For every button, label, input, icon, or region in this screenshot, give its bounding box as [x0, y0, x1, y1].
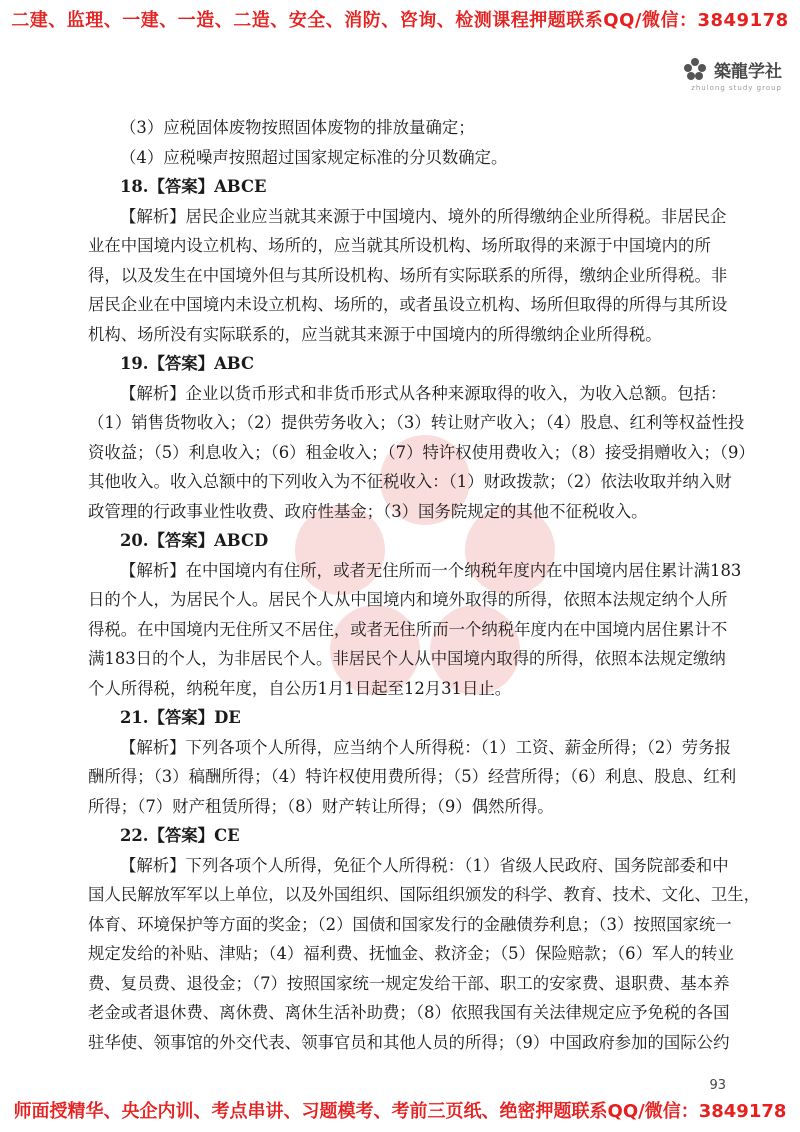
text-line: 政管理的行政事业性收费、政府性基金；（3）国务院规定的其他不征税收入。	[88, 501, 648, 521]
flower-logo-icon	[680, 56, 710, 82]
text-line: 所得；（7）财产租赁所得；（8）财产转让所得；（9）偶然所得。	[88, 796, 554, 816]
publisher-logo	[680, 56, 782, 82]
text-line: 【解析】下列各项个人所得，应当纳个人所得税：（1）工资、薪金所得；（2）劳务报	[120, 737, 731, 757]
answer-heading: 18.【答案】ABCE	[120, 177, 267, 196]
text-line: 【解析】下列各项个人所得，免征个人所得税：（1）省级人民政府、国务院部委和中	[120, 855, 729, 875]
text-line: 得，以及发生在中国境外但与其所设机构、场所有实际联系的所得，缴纳企业所得税。非	[88, 265, 728, 285]
text-line: 【解析】企业以货币形式和非货币形式从各种来源取得的收入，为收入总额。包括：	[120, 383, 727, 403]
top-ad-banner: 二建、监理、一建、一造、二造、安全、消防、咨询、检测课程押题联系QQ/微信：3849178	[11, 10, 789, 31]
text-line: 老金或者退休费、离休费、离休生活补助费；（8）依照我国有关法律规定应予免税的各国	[88, 1003, 730, 1022]
text-line: 其他收入。收入总额中的下列收入为不征税收入：（1）财政拨款；（2）依法收取并纳入财	[88, 472, 732, 491]
text-line: 规定发给的补贴、津贴；（4）福利费、抚恤金、救济金；（5）保险赔款；（6）军人的转业	[88, 944, 734, 963]
text-line: 国人民解放军军以上单位，以及外国组织、国际组织颁发的科学、教育、技术、文化、卫生，	[88, 885, 761, 904]
text-line: 个人所得税，纳税年度，自公历1月1日起至12月31日止。	[88, 678, 512, 698]
answer-heading: 21.【答案】DE	[120, 708, 241, 727]
text-line: 机构、场所没有实际联系的，应当就其来源于中国境内的所得缴纳企业所得税。	[88, 324, 662, 344]
text-line: 【解析】居民企业应当就其来源于中国境内、境外的所得缴纳企业所得税。非居民企	[120, 206, 727, 226]
text-line: 酬所得；（3）稿酬所得；（4）特许权使用费所得；（5）经营所得；（6）利息、股息、红利	[88, 767, 737, 786]
text-line: 业在中国境内设立机构、场所的，应当就其所设机构、场所取得的来源于中国境内的所	[88, 236, 711, 255]
text-line: 驻华使、领事馆的外交代表、领事官员和其他人员的所得；（9）中国政府参加的国际公约	[88, 1032, 730, 1052]
logo-subtitle: zhulong study group	[691, 84, 782, 92]
answer-heading: 19.【答案】ABC	[120, 354, 254, 373]
logo-text: 築龍学社	[714, 61, 782, 82]
answer-heading: 22.【答案】CE	[120, 826, 240, 845]
answer-heading: 20.【答案】ABCD	[120, 531, 269, 550]
text-line: 费、复员费、退役金；（7）按照国家统一规定发给干部、职工的安家费、退职费、基本养	[88, 973, 730, 993]
page-number: 93	[709, 1078, 726, 1093]
text-line: （4）应税噪声按照超过国家规定标准的分贝数确定。	[120, 147, 508, 167]
text-line: 资收益；（5）利息收入；（6）租金收入；（7）特许权使用费收入；（8）接受捐赠收入；（9）	[88, 442, 755, 462]
bottom-ad-banner: 师面授精华、央企内训、考点串讲、习题模考、考前三页纸、绝密押题联系QQ/微信：3849178	[13, 1101, 787, 1122]
text-line: （3）应税固体废物按照固体废物的排放量确定；	[120, 118, 475, 137]
text-line: 日的个人，为居民个人。居民个人从中国境内和境外取得的所得，依照本法规定纳个人所	[88, 590, 728, 609]
text-line: （1）销售货物收入；（2）提供劳务收入；（3）转让财产收入；（4）股息、红利等权益性投	[88, 413, 745, 432]
text-line: 得税。在中国境内无住所又不居住，或者无住所而一个纳税年度内在中国境内居住累计不	[88, 619, 728, 639]
answer-content	[88, 113, 761, 1057]
text-line: 体育、环境保护等方面的奖金；（2）国债和国家发行的金融债券利息；（3）按照国家统一	[88, 914, 732, 934]
text-line: 【解析】在中国境内有住所，或者无住所而一个纳税年度内在中国境内居住累计满183	[120, 560, 742, 580]
text-line: 满183日的个人，为非居民个人。非居民个人从中国境内取得的所得，依照本法规定缴纳	[88, 649, 726, 668]
text-line: 居民企业在中国境内未设立机构、场所的，或者虽设立机构、场所但取得的所得与其所设	[88, 295, 728, 314]
